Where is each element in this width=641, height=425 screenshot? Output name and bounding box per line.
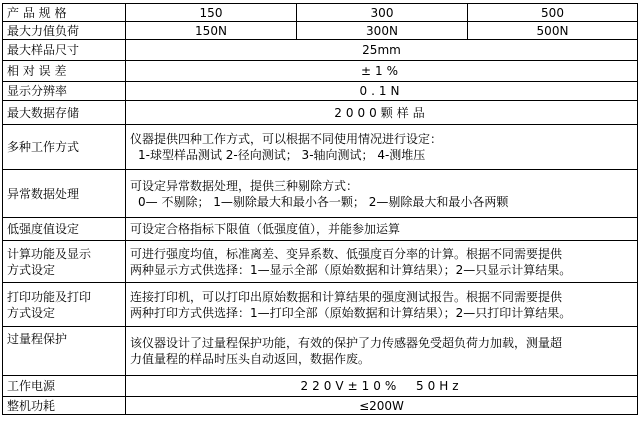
- row-label: 异常数据处理: [3, 170, 126, 218]
- overload-line-2: 力值量程的样品时压头自动返回，数据作废。: [130, 352, 371, 366]
- print-line-2: 两种打印方式供选择：1—打印全部（原始数据和计算结果）；2—只打印计算结果。: [130, 305, 572, 320]
- row-label: 整机功耗: [3, 397, 126, 415]
- calc-line-2: 两种显示方式供选择：1—显示全部（原始数据和计算结果）；2—只显示计算结果。: [130, 262, 572, 277]
- max-load-value: 500N: [468, 22, 638, 40]
- table-row: [3, 283, 638, 327]
- overload-description: [126, 327, 638, 376]
- row-label: [3, 241, 126, 283]
- calc-line-1: 可进行强度均值，标准离差、变异系数、低强度百分率的计算。根据不同需要提供: [130, 246, 563, 261]
- max-size-value: 25mm: [126, 40, 638, 61]
- modes-description: [126, 125, 638, 170]
- max-load-value: 300N: [297, 22, 468, 40]
- error-value: ±1%: [126, 61, 638, 82]
- storage-value: 2000颗样品: [126, 101, 638, 125]
- consumption-value: ≤200W: [126, 397, 638, 415]
- table-row: [3, 376, 638, 397]
- table-row: [3, 170, 638, 218]
- table-row: [3, 22, 638, 40]
- modes-line-1: 仪器提供四种工作方式，可以根据不同使用情况进行设定：: [130, 132, 443, 146]
- row-label-line-1: 打印功能及打印: [7, 289, 92, 304]
- row-label: 产 品 规 格: [3, 4, 126, 22]
- table-row: [3, 82, 638, 101]
- table-row: [3, 101, 638, 125]
- table-row: [3, 40, 638, 61]
- table-row: [3, 241, 638, 283]
- table-row: [3, 61, 638, 82]
- row-label: 相 对 误 差: [3, 61, 126, 82]
- row-label: 最大力值负荷: [3, 22, 126, 40]
- low-strength-value: 可设定合格指标下限值（低强度值），并能参加运算: [126, 218, 638, 241]
- print-line-1: 连接打印机，可以打印出原始数据和计算结果的强度测试报告。根据不同需要提供: [130, 289, 563, 304]
- spec-value: 150: [126, 4, 297, 22]
- spec-value: 300: [297, 4, 468, 22]
- row-label-line-2: 方式设定: [7, 262, 56, 277]
- row-label-line-1: 计算功能及显示: [7, 246, 92, 261]
- row-label: 最大样品尺寸: [3, 40, 126, 61]
- abnormal-line-1: 可设定异常数据处理，提供三种剔除方式：: [130, 178, 359, 193]
- row-label: 显示分辨率: [3, 82, 126, 101]
- table-row: [3, 397, 638, 415]
- resolution-value: 0.1N: [126, 82, 638, 101]
- spec-value: 500: [468, 4, 638, 22]
- abnormal-line-2: 0— 不剔除； 1—剔除最大和最小各一颗； 2—剔除最大和最小各两颗: [138, 194, 509, 209]
- print-description: [126, 283, 638, 327]
- row-label: 过量程保护: [3, 327, 126, 376]
- row-label: 多种工作方式: [3, 125, 126, 170]
- power-value: 220V±10% 50Hz: [126, 376, 638, 397]
- row-label: 最大数据存储: [3, 101, 126, 125]
- overload-line-1: 该仪器设计了过量程保护功能，有效的保护了力传感器免受超负荷力加载，测量超: [130, 336, 563, 350]
- table-row: [3, 218, 638, 241]
- table-row: [3, 327, 638, 376]
- row-label: 低强度值设定: [3, 218, 126, 241]
- table-row: [3, 125, 638, 170]
- specifications-table: [2, 3, 638, 415]
- modes-line-2: 1-球型样品测试 2-径向测试； 3-轴向测试； 4-测堆压: [138, 148, 426, 162]
- max-load-value: 150N: [126, 22, 297, 40]
- table-row: [3, 4, 638, 22]
- calc-display-description: [126, 241, 638, 283]
- row-label-line-2: 方式设定: [7, 305, 56, 320]
- row-label: 工作电源: [3, 376, 126, 397]
- abnormal-description: [126, 170, 638, 218]
- row-label: [3, 283, 126, 327]
